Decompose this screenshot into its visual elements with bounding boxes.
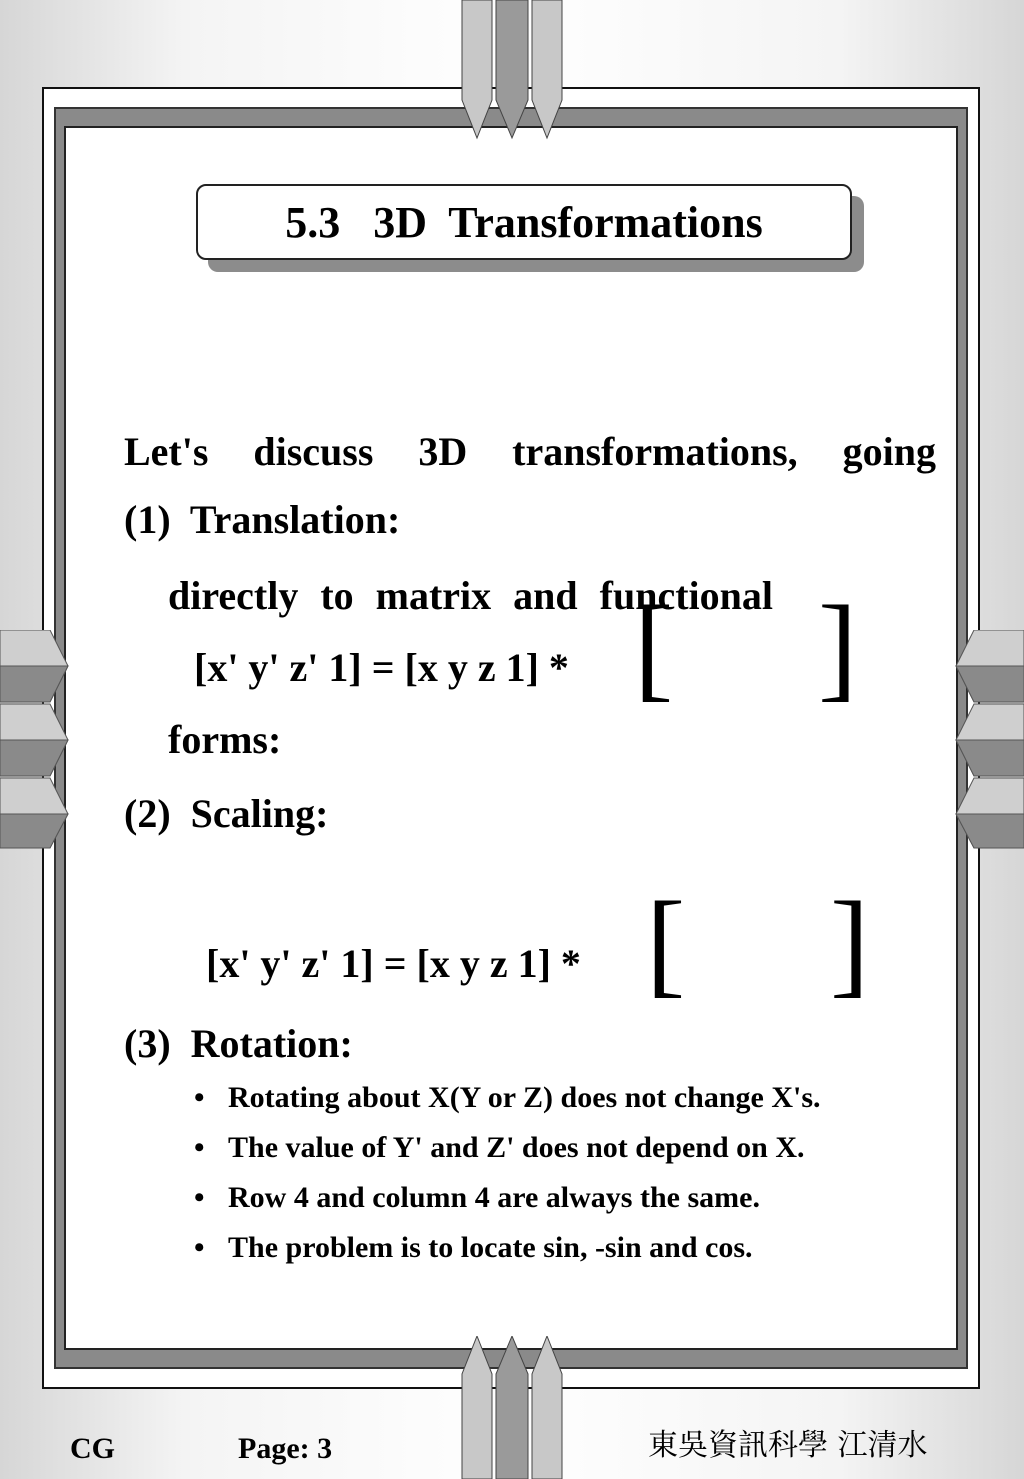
scaling-matrix-close-bracket: ] <box>830 877 870 1008</box>
scaling-heading: (2) Scaling: <box>124 791 329 836</box>
intro-line-3: forms: <box>168 717 282 762</box>
translation-equation: [x' y' z' 1] = [x y z 1] * <box>194 645 569 690</box>
footer-course: CG <box>70 1432 115 1465</box>
translation-matrix-close-bracket: ] <box>818 581 858 712</box>
bullet-dot: • <box>194 1131 205 1164</box>
intro-line-2: directly to matrix and functional <box>168 573 774 618</box>
slide-title: 5.3 3D Transformations <box>285 197 763 247</box>
scaling-matrix-open-bracket: [ <box>646 877 686 1008</box>
rotation-heading: (3) Rotation: <box>124 1021 353 1066</box>
footer-page-number: Page: 3 <box>238 1432 333 1465</box>
bullet-dot: • <box>194 1231 205 1264</box>
translation-heading: (1) Translation: <box>124 497 401 542</box>
bullet-dot: • <box>194 1181 205 1214</box>
top-ornament <box>458 0 566 140</box>
list-item <box>194 1180 914 1216</box>
bullet-dot: • <box>194 1081 205 1114</box>
bullet-text: Row 4 and column 4 are always the same. <box>228 1181 760 1214</box>
intro-word: 3D <box>418 429 468 474</box>
intro-word: discuss <box>253 429 374 474</box>
intro-line-1 <box>124 428 936 476</box>
left-ornament <box>0 630 70 850</box>
right-ornament <box>954 630 1024 850</box>
intro-word: going <box>842 429 936 474</box>
intro-word: transformations, <box>512 429 798 474</box>
bullet-text: The value of Y' and Z' does not depend on X. <box>228 1131 805 1164</box>
list-item <box>194 1230 914 1266</box>
title-box <box>196 184 852 260</box>
rotation-bullet-list <box>194 1080 914 1280</box>
footer-author: 東吳資訊科學 江清水 <box>648 1428 928 1463</box>
list-item <box>194 1080 878 1116</box>
scaling-equation: [x' y' z' 1] = [x y z 1] * <box>206 941 581 986</box>
list-item <box>194 1130 914 1166</box>
translation-matrix-open-bracket: [ <box>634 581 674 712</box>
bullet-text: The problem is to locate sin, -sin and cos. <box>228 1231 753 1264</box>
bullet-text: Rotating about X(Y or Z) does not change X's. <box>228 1081 821 1114</box>
intro-paragraph <box>124 332 936 812</box>
bottom-ornament <box>458 1336 566 1479</box>
intro-word: Let's <box>124 429 209 474</box>
